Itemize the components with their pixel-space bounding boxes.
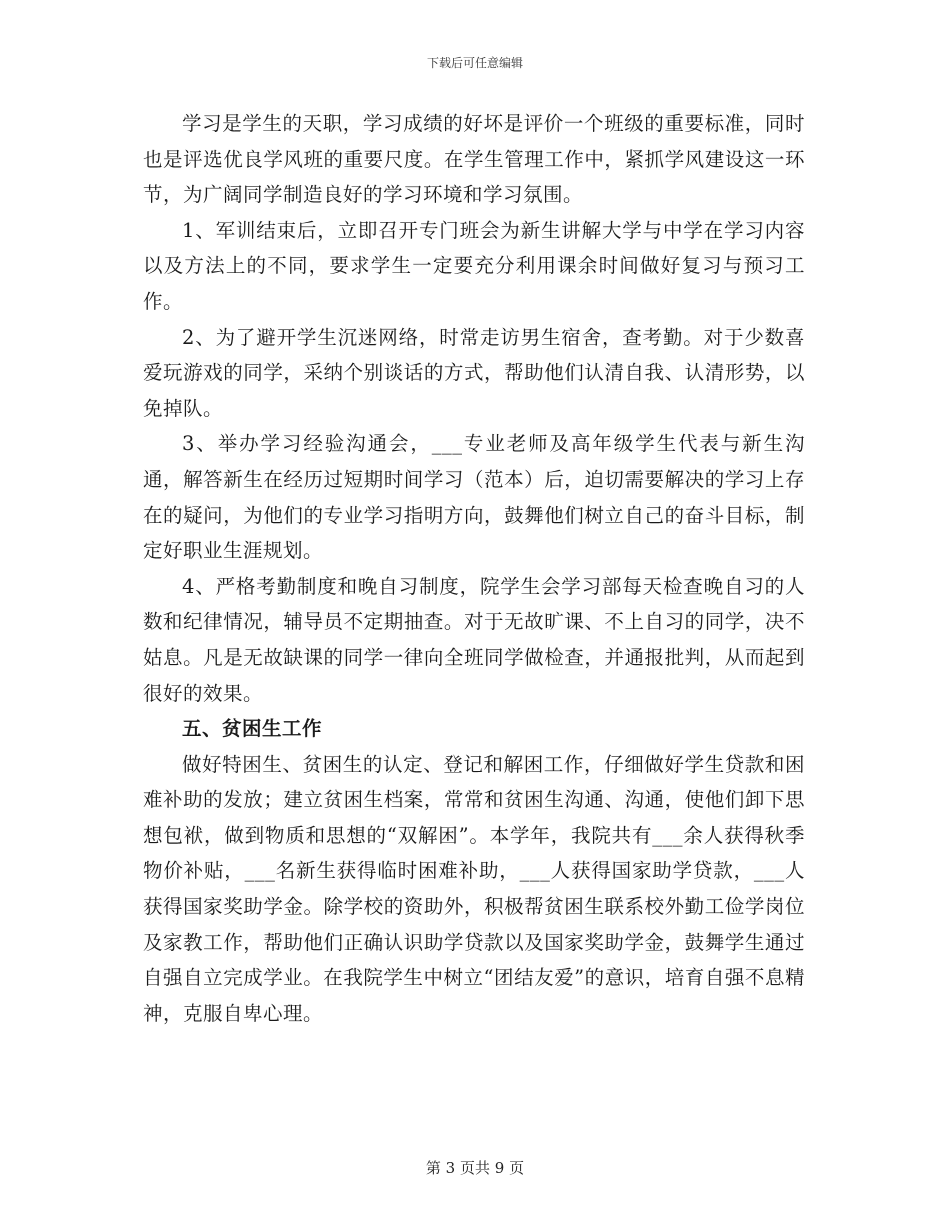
page-footer: 第 3 页共 9 页: [425, 1159, 525, 1177]
paragraph-poverty-work: 做好特困生、贫困生的认定、登记和解困工作，仔细做好学生贷款和困难补助的发放；建立贫困生档案，常常和贫困生沟通、沟通，使他们卸下思想包袱，做到物质和思想的“双解困”。本学年，我院共有___余人获得秋季物价补贴，___名新生获得临时困难补助，___人获得国家助学贷款，___人获得国家奖助学金。除学校的资助外，积极帮贫困生联系校外勤工俭学岗位及家教工作，帮助他们正确认识助学贷款以及国家奖助学金，鼓舞学生通过自强自立完成学业。在我院学生中树立“团结友爱”的意识，培育自强不息精神，克服自卑心理。: [143, 752, 805, 1025]
section-heading: 五、贫困生工作: [182, 717, 323, 741]
paragraph-study-intro: 学习是学生的天职，学习成绩的好坏是评价一个班级的重要标准，同时也是评选优良学风班的重要尺度。在学生管理工作中，紧抓学风建设这一环节，为广阔同学制造良好的学习环境和学习氛围。: [143, 112, 805, 207]
paragraph-item-2: 2、为了避开学生沉迷网络，时常走访男生宿舍，查考勤。对于少数喜爱玩游戏的同学，采纳个别谈话的方式，帮助他们认清自我、认清形势，以免掉队。: [143, 325, 805, 420]
paragraph-item-3: 3、举办学习经验沟通会，___专业老师及高年级学生代表与新生沟通，解答新生在经历过短期时间学习（范本）后，迫切需要解决的学习上存在的疑问，为他们的专业学习指明方向，鼓舞他们树立自己的奋斗目标，制定好职业生涯规划。: [143, 432, 805, 563]
document-body: [143, 106, 805, 1031]
paragraph-item-1: 1、军训结束后，立即召开专门班会为新生讲解大学与中学在学习内容以及方法上的不同，要求学生一定要充分利用课余时间做好复习与预习工作。: [143, 218, 805, 313]
header-note: 下载后可任意编辑: [426, 56, 523, 70]
paragraph-item-4: 4、严格考勤制度和晚自习制度，院学生会学习部每天检查晚自习的人数和纪律情况，辅导员不定期抽查。对于无故旷课、不上自习的同学，决不姑息。凡是无故缺课的同学一律向全班同学做检查，并通报批判，从而起到很好的效果。: [143, 574, 805, 705]
